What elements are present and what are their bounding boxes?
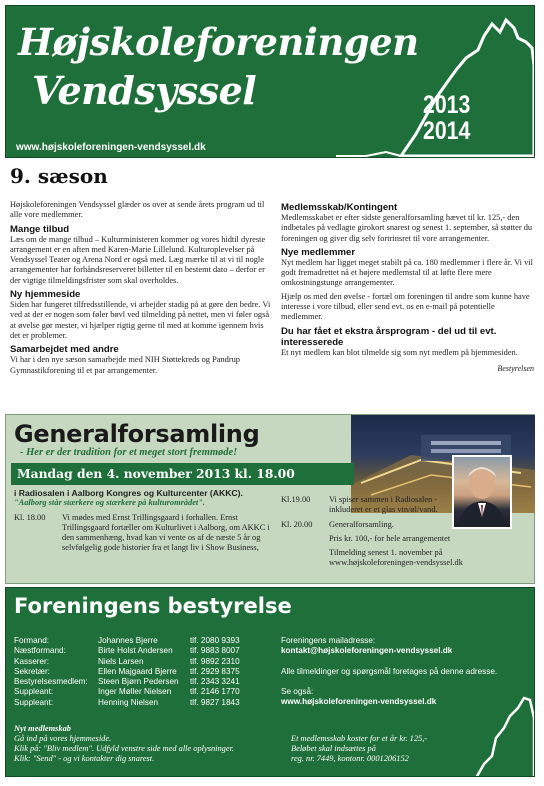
schedule-time: Kl. 18.00 (14, 512, 46, 522)
date-banner (11, 463, 354, 485)
member-name: Steen Bjørn Pedersen (98, 677, 179, 687)
contact-label: Foreningens mailadresse: (281, 636, 376, 645)
new-member-info (14, 724, 234, 764)
section-text: Hjælp os med den øvelse - fortæl om foreningen til andre som kunne have interesse i vore tilbud, eller send evt. os en e-mail på potentielle medlemmer. (281, 291, 530, 322)
section-heading: Ny hjemmeside (10, 289, 81, 301)
payment-line: reg. nr. 7449, kontonr. 0001206152 (291, 754, 409, 763)
header-title: Højskoleforeningen (18, 20, 419, 64)
member-row (14, 636, 252, 646)
talk-title: "Aalborg står stærkere og stærkere på kulturområdet". (14, 498, 206, 508)
board-title: Foreningens bestyrelse (14, 594, 292, 618)
schedule-text: Generalforsamling. (329, 519, 394, 529)
member-row (14, 698, 252, 708)
speaker-photo-icon (454, 457, 510, 527)
signature: Bestyrelsen (497, 363, 534, 373)
section-text: Vi har i den nye sæson samarbejde med NIH Støttekreds og Pandrup Gymnastikforening til et par arrangementer. (10, 355, 240, 375)
section-heading: Samarbejdet med andre (10, 344, 119, 356)
member-name: Henning Nielsen (98, 697, 159, 707)
signup-text: Tilmelding senest 1. november på www.højskoleforeningen-vendsyssel.dk (329, 548, 463, 568)
payment-info (291, 734, 427, 764)
member-row (14, 646, 252, 656)
season-title: 9. sæson (10, 164, 108, 188)
member-phone: tlf. 2929 8375 (190, 666, 240, 676)
section-heading: Mange tilbud (10, 223, 70, 235)
section-heading: Medlemsskab/Kontingent (281, 202, 398, 213)
member-phone: tlf. 9883 8007 (190, 646, 240, 656)
speaker-portrait (452, 455, 512, 529)
section-text: Et nyt medlem kan blot tilmelde sig som nyt medlem på hjemmesiden. (281, 347, 518, 357)
contact-email[interactable]: kontakt@højskoleforeningen-vendsyssel.dk (281, 646, 453, 656)
board-members-list (14, 636, 252, 708)
see-also-url[interactable]: www.højskoleforeningen-vendsyssel.dk (281, 697, 437, 707)
section-text: Nyt medlem har ligget meget stabilt på ca. 180 medlemmer i flere år. Vi vil godt fremadrettet nå et højere medlemstal til at løfte flere mere omkostningstunge arrangementer. (281, 257, 533, 288)
member-name: Ellen Majgaard Bjerre (98, 666, 177, 676)
member-name: Johannes Bjerre (98, 636, 158, 645)
member-row (14, 677, 252, 687)
contact-note: Alle tilmeldinger og spørgsmål foretages på denne adresse. (281, 666, 498, 676)
member-row (14, 667, 252, 677)
general-assembly-subtitle: - Her er der tradition for et meget stort fremmøde! (20, 447, 238, 458)
year-start: 2013 (423, 91, 471, 119)
member-role: Suppleant: (14, 697, 54, 707)
schedule-row (14, 513, 276, 554)
member-role: Kasserer: (14, 656, 50, 666)
member-phone: tlf. 9827 1843 (190, 697, 240, 707)
section-heading: Nye medlemmer (281, 246, 356, 258)
article-left-column (10, 200, 272, 379)
header-url[interactable]: www.højskoleforeningen-vendsyssel.dk (16, 142, 206, 153)
member-row (14, 687, 252, 697)
price-text: Pris kr. 100,- for hele arrangementet (329, 533, 451, 543)
schedule-time: Kl. 20.00 (281, 519, 313, 529)
section-text: Læs om de mange tilbud – Kulturministeren kommer og vores hidtil dyreste arrangement er en aften med Karen-Marie Lillelund. Kulturoplevelser på Vendsyssel Teater og Arena Nord er også med. Læg mærke til at vi til nogle arrangementer har forhåndsreserveret billetter til en bestemt dato – derfor er der vigtige tilmeldingsfrister som skal overholdes. (10, 234, 266, 285)
new-member-heading: Nyt medlemskab (14, 724, 71, 733)
section-text: Medlemsskabet er efter sidste generalforsamling hævet til kr. 125,- den indbetales på vedlagte girokort snarest og senest 1. september, så støtter du foreningen og giver dig selv fortrinsret til vore arrangementer. (281, 213, 533, 243)
member-role: Sekretær: (14, 666, 50, 676)
member-name: Niels Larsen (98, 656, 144, 666)
intro-text: Højskoleforeningen Vendsyssel glæder os over at sende årets program ud til alle vore medlemmer. (10, 200, 265, 220)
section-heading: Du har fået et ekstra årsprogram - del ud til evt. interesserede (281, 325, 497, 348)
see-also-label: Se også: (281, 686, 314, 696)
season-years (423, 92, 474, 144)
meeting-date: Mandag den 4. november 2013 kl. 18.00 (17, 466, 295, 481)
program-details (14, 488, 276, 558)
member-name: Birte Holst Andersen (98, 646, 173, 656)
member-role: Formand: (14, 636, 50, 645)
evening-schedule (281, 495, 471, 569)
member-role: Bestyrelsesmedlem: (14, 677, 88, 687)
member-role: Næstformand: (14, 646, 66, 656)
schedule-text: Vi spiser sammen i Radiosalen - inkluderet er et glas vin/øl/vand. (329, 495, 438, 515)
year-end: 2014 (423, 117, 471, 145)
payment-line: Beløbet skal indsættes på (291, 744, 376, 753)
schedule-text: Vi mødes med Ernst Trillingsgaard i forhallen. Ernst Trillingsgaard fortæller om Kulturlivet i Aalborg, om AKKC i den sammenhæng, hvad kan vi vente os af de næste 5 år og selvfølgelig gode historier fra et langt liv i Show Business, (62, 512, 270, 553)
general-assembly-box (5, 414, 535, 584)
section-text: Siden har fungeret tilfredsstillende, vi arbejder stadig på at gøre den bedre. Vi ved at der er nogen som føler bøvl ved tilmelding på nettet, men vi føler også at øvelse gør mester, vi hjælper rigtig gerne til med at komme igennem hvis det er problemer. (10, 300, 271, 340)
schedule-row (281, 495, 471, 516)
member-role: Suppleant: (14, 687, 54, 697)
new-member-line: Klik: "Send" - og vi kontakter dig snarest. (14, 754, 155, 763)
contact-info (281, 636, 497, 707)
member-row (14, 657, 252, 667)
header-subtitle: Vendsyssel (32, 68, 257, 113)
payment-line: Et medlemsskab koster for et år kr. 125,- (291, 734, 428, 743)
schedule-row (281, 520, 471, 530)
member-phone: tlf. 2146 1770 (190, 687, 240, 697)
general-assembly-title: Generalforsamling (14, 420, 260, 448)
schedule-time: Kl.19.00 (281, 495, 311, 504)
member-name: Inger Møller Nielsen (98, 687, 172, 697)
member-phone: tlf. 9892 2310 (190, 656, 240, 666)
header-banner (5, 5, 535, 158)
member-phone: tlf. 2343 3241 (190, 677, 240, 687)
board-box (5, 587, 535, 777)
new-member-line: Gå ind på vores hjemmeside. (14, 734, 112, 743)
new-member-line: Klik på: "Bliv medlem". Udfyld venstre side med alle oplysninger. (14, 744, 235, 753)
member-phone: tlf. 2080 9393 (190, 636, 240, 645)
venue-text: i Radiosalen i Aalborg Kongres og Kulturcenter (AKKC). (14, 488, 243, 498)
article-right-column (281, 200, 534, 374)
